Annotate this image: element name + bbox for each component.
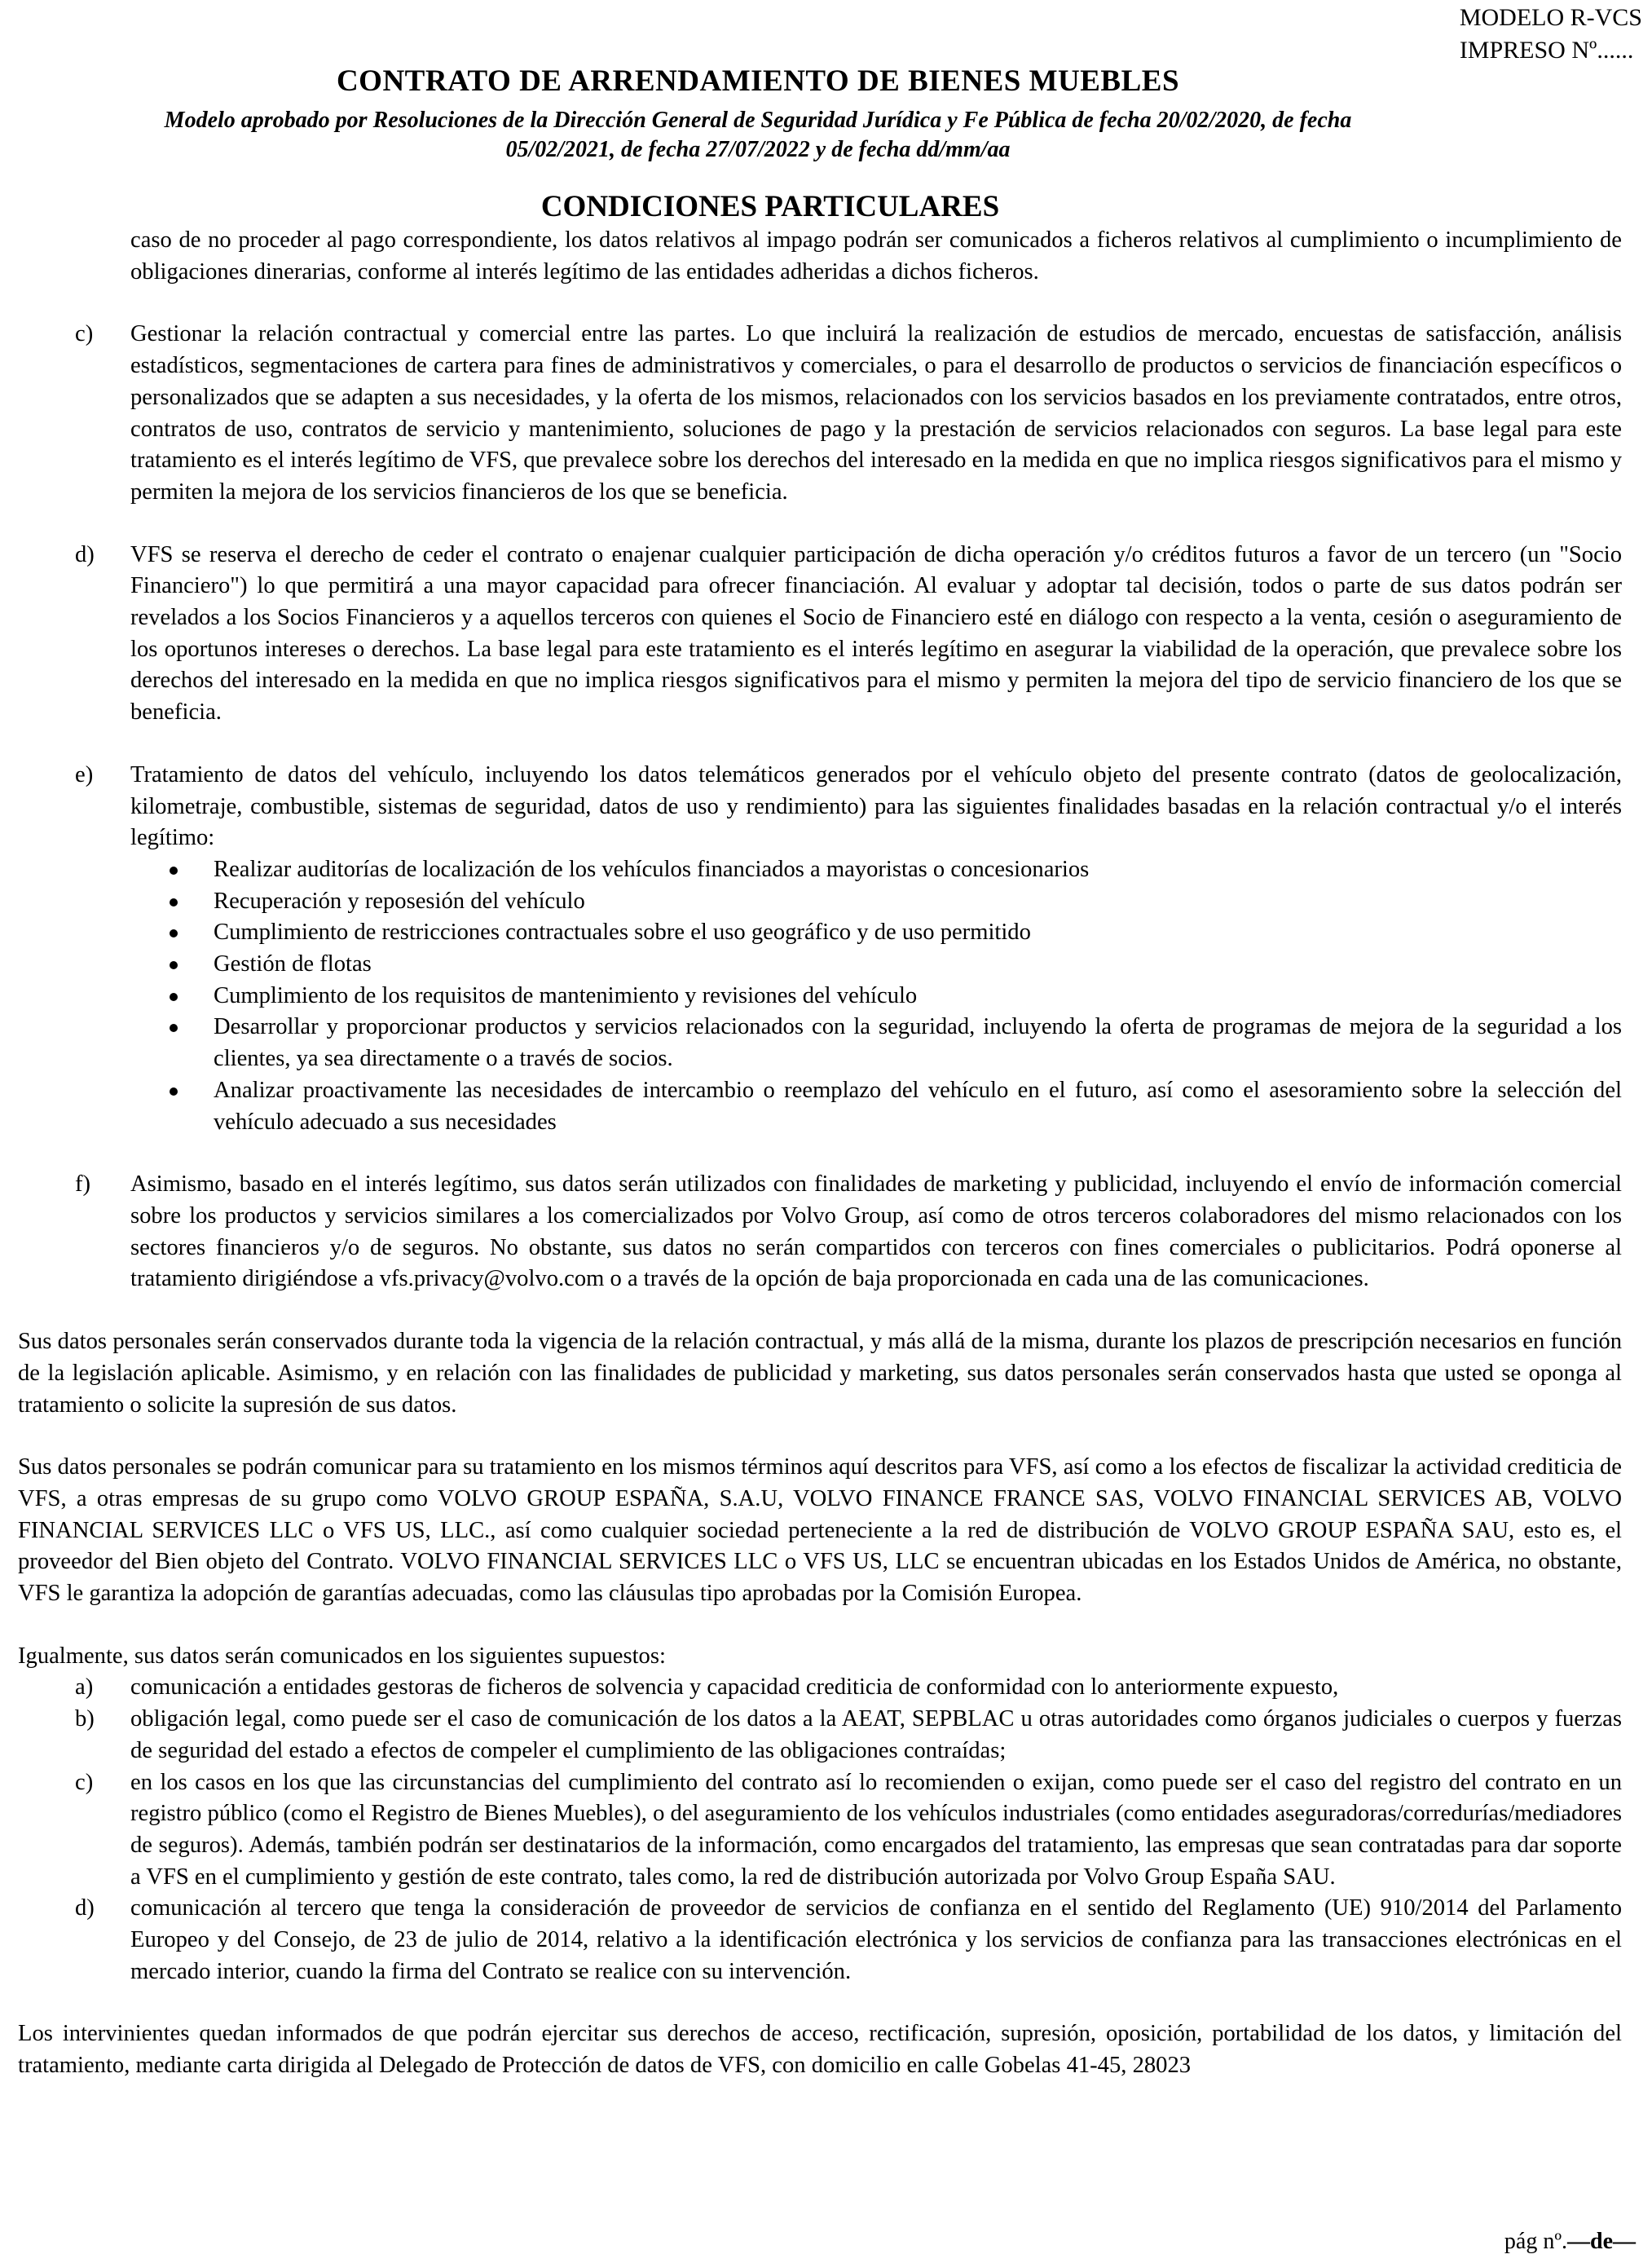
item-c-text: Gestionar la relación contractual y comercial entre las partes. Lo que incluirá la realización de estudios de mercado, encuestas de satisfacción, análisis estadísticos, segmentaciones de cartera para fines de administrativos y comerciales, o para el desarrollo de productos o servicios de financiación específicos o personalizados que se adapten a sus necesidades, y la oferta de los mismos, relacionados con los servicios basados en los previamente contratados, entre otros, contratos de uso, contratos de servicio y mantenimiento, soluciones de pago y la prestación de servicios relacionados con seguros. La base legal para este tratamiento es el interés legítimo de VFS, que prevalece sobre los derechos del interesado en la medida en que no implica riesgos significativos para el mismo y permiten la mejora de los servicios financieros de los que se beneficia. <box>130 321 1622 505</box>
bullet-item: Realizar auditorías de localización de los vehículos financiados a mayoristas o concesionarios <box>18 854 1622 886</box>
bullet-icon <box>170 898 178 907</box>
item-f-letter: f) <box>75 1171 91 1198</box>
item-f <box>18 1169 1622 1295</box>
bullet-item: Analizar proactivamente las necesidades de intercambio o reemplazo del vehículo en el futuro, así como el asesoramiento sobre la selección del vehículo adecuado a sus necesidades <box>18 1075 1622 1138</box>
bullet-item: Desarrollar y proporcionar productos y servicios relacionados con la seguridad, incluyendo la oferta de programas de mejora de la seguridad a los clientes, ya sea directamente o a través de socios. <box>18 1012 1622 1074</box>
item-c <box>18 319 1622 508</box>
item-e-bullet-list <box>18 854 1622 1138</box>
item-e-letter: e) <box>75 761 94 787</box>
bullet-item: Cumplimiento de restricciones contractuales sobre el uso geográfico y de uso permitido <box>18 917 1622 949</box>
item-d <box>18 540 1622 729</box>
bullet-icon <box>170 1087 178 1096</box>
model-reference <box>1460 2 1642 67</box>
supuesto-item: d) comunicación al tercero que tenga la consideración de proveedor de servicios de confianza en el sentido del Reglamento (UE) 910/2014 del Parlamento Europeo y del Consejo, de 23 de julio de 2014, relativo a la identificación electrónica y los servicios de confianza para las transacciones electrónicas en el mercado interior, cuando la firma del Contrato se realice con su intervención. <box>75 1895 1622 1984</box>
page-of: —de— <box>1567 2229 1636 2254</box>
bullet-icon <box>170 867 178 875</box>
document-body <box>18 225 1622 2082</box>
item-f-text: Asimismo, basado en el interés legítimo, sus datos serán utilizados con finalidades de marketing y publicidad, incluyendo el envío de información comercial sobre los productos y servicios similares a los comercializados por Volvo Group, así como de otros terceros colaboradores del mismo relacionados con los sectores financieros y/o de seguros. No obstante, sus datos no serán compartidos con terceros con fines comerciales o publicitarios. Podrá oponerse al tratamiento dirigiéndose a vfs.privacy@volvo.com o a través de la opción de baja proporcionada en cada una de las comunicaciones. <box>130 1171 1622 1292</box>
supuestos-intro: Igualmente, sus datos serán comunicados en los siguientes supuestos: <box>18 1643 666 1669</box>
item-c-letter: c) <box>75 321 94 347</box>
intro-paragraph: caso de no proceder al pago correspondiente, los datos relativos al impago podrán ser comunicados a ficheros relativos al cumplimiento o incumplimiento de obligaciones dinerarias, conforme al interés legítimo de las entidades adheridas a dichos ficheros. <box>130 227 1622 285</box>
page-label: pág nº. <box>1504 2229 1567 2254</box>
bullet-item: Recuperación y reposesión del vehículo <box>18 886 1622 918</box>
document-subtitle: Modelo aprobado por Resoluciones de la Dirección General de Seguridad Jurídica y Fe Pública de fecha 20/02/2020, de fecha 05/02/2021, de fecha 27/07/2022 y de fecha dd/mm/aa <box>164 108 1352 162</box>
model-code: MODELO R-VCS <box>1459 4 1642 31</box>
communication-paragraph: Sus datos personales se podrán comunicar para su tratamiento en los mismos términos aquí descritos para VFS, así como a los efectos de fiscalizar la actividad crediticia de VFS, a otras empresas de su grupo como VOLVO GROUP ESPAÑA, S.A.U, VOLVO FINANCE FRANCE SAS, VOLVO FINANCIAL SERVICES AB, VOLVO FINANCIAL SERVICES LLC o VFS US, LLC., así como cualquier sociedad perteneciente a la red de distribución de VOLVO GROUP ESPAÑA SAU, esto es, el proveedor del Bien objeto del Contrato. VOLVO FINANCIAL SERVICES LLC o VFS US, LLC se encuentran ubicadas en los Estados Unidos de América, no obstante, VFS le garantiza la adopción de garantías adecuadas, como las cláusulas tipo aprobadas por la Comisión Europea. <box>18 1454 1622 1607</box>
supuesto-item: b) obligación legal, como puede ser el caso de comunicación de los datos a la AEAT, SEPBLAC u otras autoridades como órganos judiciales o cuerpos y fuerzas de seguridad del estado a efectos de compeler el cumplimiento de las obligaciones contraídas; <box>75 1706 1622 1763</box>
conservation-paragraph: Sus datos personales serán conservados durante toda la vigencia de la relación contractual, y más allá de la misma, durante los plazos de prescripción necesarios en función de la legislación aplicable. Asimismo, y en relación con las finalidades de publicidad y marketing, sus datos personales serán conservados hasta que usted se oponga al tratamiento o solicite la supresión de sus datos. <box>18 1329 1622 1418</box>
item-d-letter: d) <box>75 541 95 567</box>
print-number: IMPRESO Nº...... <box>1459 37 1634 64</box>
bullet-icon <box>170 993 178 1001</box>
item-e <box>18 760 1622 854</box>
rights-paragraph: Los intervinientes quedan informados de que podrán ejercitar sus derechos de acceso, rectificación, supresión, oposición, portabilidad de los datos, y limitación del tratamiento, mediante carta dirigida al Delegado de Protección de datos de VFS, con domicilio en calle Gobelas 41-45, 28023 <box>18 2021 1622 2079</box>
document-title: CONTRATO DE ARRENDAMIENTO DE BIENES MUEBLES <box>336 64 1180 98</box>
bullet-icon <box>170 1024 178 1032</box>
supuesto-item: c) en los casos en los que las circunstancias del cumplimiento del contrato así lo recomienden o exijan, como puede ser el caso del registro del contrato en un registro público (como el Registro de Bienes Muebles), o del aseguramiento de los vehículos industriales (como entidades aseguradoras/corredurías/mediadores de seguros). Además, también podrán ser destinatarios de la información, como encargados del tratamiento, las empresas que sean contratadas para dar soporte a VFS en el cumplimiento y gestión de este contrato, tales como, la red de distribución autorizada por Volvo Group España SAU. <box>75 1769 1622 1890</box>
bullet-item: Cumplimiento de los requisitos de mantenimiento y revisiones del vehículo <box>18 981 1622 1012</box>
section-title: CONDICIONES PARTICULARES <box>540 190 1000 223</box>
bullet-item: Gestión de flotas <box>18 949 1622 981</box>
bullet-icon <box>170 961 178 969</box>
supuesto-item: a) comunicación a entidades gestoras de ficheros de solvencia y capacidad crediticia de conformidad con lo anteriormente expuesto, <box>75 1674 1339 1701</box>
item-e-text: Tratamiento de datos del vehículo, incluyendo los datos telemáticos generados por el vehículo objeto del presente contrato (datos de geolocalización, kilometraje, combustible, sistemas de seguridad, datos de uso y rendimiento) para las siguientes finalidades basadas en la relación contractual y/o el interés legítimo: <box>130 761 1622 851</box>
item-d-text: VFS se reserva el derecho de ceder el contrato o enajenar cualquier participación de dicha operación y/o créditos futuros a favor de un tercero (un "Socio Financiero") lo que permitirá a una mayor capacidad para ofrecer financiación. Al evaluar y adoptar tal decisión, todos o parte de sus datos podrán ser revelados a los Socios Financieros y a aquellos terceros con quienes el Socio de Financiero esté en diálogo con respecto a la venta, cesión o aseguramiento de los oportunos intereses o derechos. La base legal para este tratamiento es el interés legítimo en asegurar la viabilidad de la operación, que prevalece sobre los derechos del interesado en la medida en que no implica riesgos significativos para el mismo y permiten la mejora del tipo de servicio financiero de los que se beneficia. <box>130 541 1622 726</box>
bullet-icon <box>170 929 178 937</box>
page-number <box>1504 2227 1636 2256</box>
